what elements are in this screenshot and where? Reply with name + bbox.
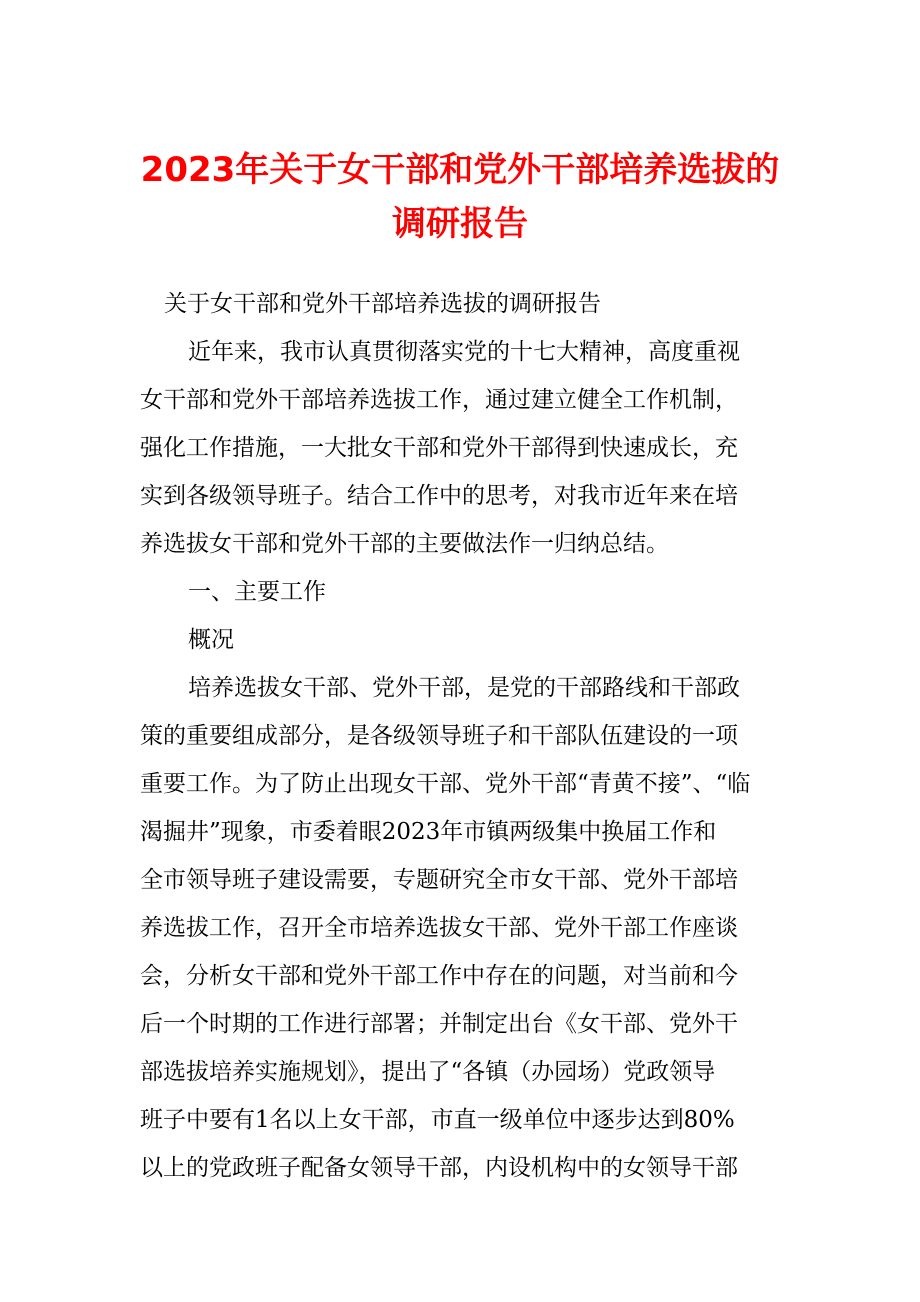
paragraph-line: 养选拔女干部和党外干部的主要做法作一归纳总结。 — [140, 531, 669, 557]
paragraph-line: 策的重要组成部分，是各级领导班子和干部队伍建设的一项 — [140, 723, 738, 749]
paragraph-line: 养选拔工作，召开全市培养选拔女干部、党外干部工作座谈 — [140, 915, 738, 941]
paragraph-line: 渴掘井”现象，市委着眼2023年市镇两级集中换届工作和 — [140, 819, 717, 845]
paragraph-line: 班子中要有1名以上女干部，市直一级单位中逐步达到80% — [140, 1107, 735, 1133]
paragraph-line: 强化工作措施，一大批女干部和党外干部得到快速成长，充 — [140, 435, 738, 461]
document-title-line-2: 调研报告 — [392, 204, 528, 244]
subsection-heading: 概况 — [188, 627, 234, 653]
paragraph-line: 重要工作。为了防止出现女干部、党外干部“青黄不接”、“临 — [140, 771, 751, 797]
paragraph-line: 女干部和党外干部培养选拔工作，通过建立健全工作机制， — [140, 387, 738, 413]
document-title-line-1: 2023年关于女干部和党外干部培养选拔的 — [140, 150, 780, 190]
paragraph-line: 近年来，我市认真贯彻落实党的十七大精神，高度重视 — [188, 339, 740, 365]
paragraph-line: 全市领导班子建设需要，专题研究全市女干部、党外干部培 — [140, 867, 738, 893]
section-heading: 一、主要工作 — [188, 579, 326, 605]
paragraph-line: 培养选拔女干部、党外干部，是党的干部路线和干部政 — [188, 675, 740, 701]
paragraph-line: 部选拔培养实施规划》，提出了“各镇（办园场）党政领导 — [140, 1059, 716, 1085]
paragraph-line: 以上的党政班子配备女领导干部，内设机构中的女领导干部 — [140, 1155, 738, 1181]
subtitle-line: 关于女干部和党外干部培养选拔的调研报告 — [164, 291, 601, 317]
paragraph-line: 实到各级领导班子。结合工作中的思考，对我市近年来在培 — [140, 483, 738, 509]
paragraph-line: 会，分析女干部和党外干部工作中存在的问题，对当前和今 — [140, 963, 738, 989]
paragraph-line: 后一个时期的工作进行部署；并制定出台《女干部、党外干 — [140, 1011, 738, 1037]
